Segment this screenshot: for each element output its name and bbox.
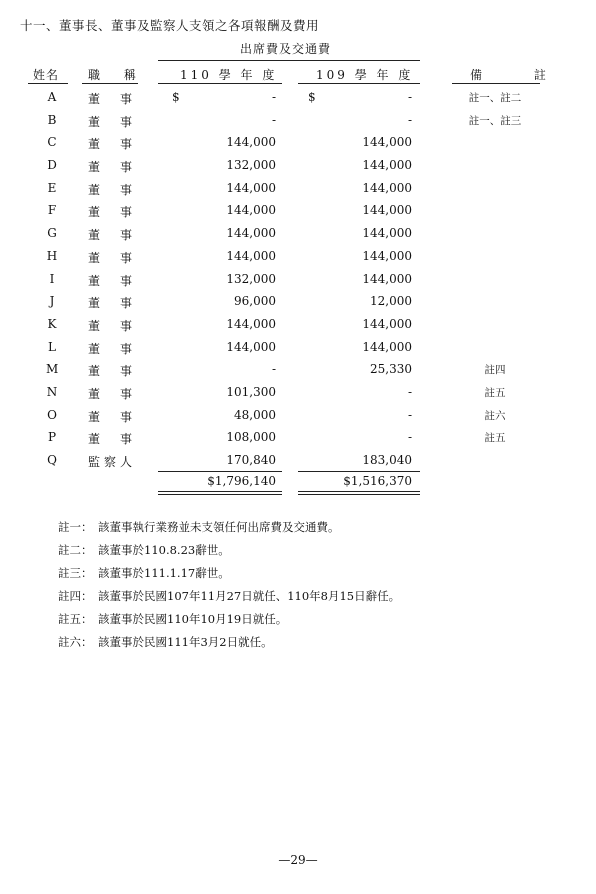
row-name: D [47,158,57,173]
row-amount-109: 183,040 [362,453,412,467]
col-header-year109: 109 學 年 度 [316,68,414,82]
row-title: 董事 [88,273,132,288]
row-title: 董事 [88,182,132,197]
row-name: E [47,180,57,195]
row-name: G [47,226,57,241]
row-amount-110: 132,000 [226,158,276,173]
row-amount-110: 48,000 [234,407,276,422]
row-amount-110: - [271,362,276,377]
footnote-text: 該董事於民國107年11月27日就任、110年8月15日辭任。 [98,589,401,603]
total-year110: $1,796,140 [207,474,276,488]
row-remark: 註五 [484,432,506,445]
row-name: L [48,339,56,354]
footnote [58,562,400,585]
row-title: 董事 [88,318,132,333]
subtotal-rule-110 [158,471,282,472]
row-title: 董事 [88,92,132,106]
row-amount-110: 144,000 [226,203,276,218]
row-amount-110: 144,000 [226,180,276,195]
row-remark: 註一、註二 [468,92,522,104]
row-name: K [47,316,57,331]
row-amount-109: - [407,430,412,445]
footnote-text: 該董事執行業務並未支領任何出席費及交通費。 [98,520,340,534]
col-header-name: 姓名 [33,68,60,82]
row-name: C [47,135,57,150]
row-amount-109: 144,000 [362,226,412,241]
row-name: F [47,203,57,218]
row-amount-109: 144,000 [362,339,412,354]
row-title: 董事 [88,205,132,220]
row-amount-109: - [407,112,412,127]
row-title: 董事 [88,114,132,129]
table-row [0,270,596,293]
row-remark: 註六 [484,409,506,422]
footnote-label: 註四： [58,589,93,603]
header-rule-remark [452,83,540,84]
row-name: O [47,407,57,422]
row-title: 董事 [88,137,132,152]
row-amount-110: 108,000 [226,430,276,445]
row-amount-110: 144,000 [226,248,276,263]
row-amount-109: 144,000 [362,180,412,195]
footnote-label: 註三： [58,566,93,580]
row-name: I [49,271,55,286]
currency-symbol-109: $ [308,90,316,104]
row-title: 董事 [88,364,132,379]
group-header-rule [158,60,420,61]
row-amount-110: 144,000 [226,135,276,150]
table-row [0,111,596,134]
page-number: —29— [278,853,318,867]
total-double-rule-110b [158,494,282,495]
row-remark: 註五 [484,386,506,399]
group-header: 出席費及交通費 [240,42,332,56]
row-amount-110: 101,300 [226,384,276,399]
table-row [0,88,596,111]
row-amount-109: 25,330 [370,362,412,377]
footnotes [58,516,400,654]
row-title: 董事 [88,160,132,175]
table-row [0,133,596,156]
row-title: 董事 [88,341,132,356]
section-title: 十一、董事長、董事及監察人支領之各項報酬及費用 [20,18,320,33]
total-double-rule-109b [298,494,420,495]
row-amount-109: 144,000 [362,271,412,286]
row-title: 董事 [88,250,132,265]
footnote [58,631,400,654]
row-title: 董事 [88,386,132,401]
table-row [0,224,596,247]
row-amount-110: 170,840 [226,453,276,467]
table-row [0,201,596,224]
subtotal-rule-109 [298,471,420,472]
row-name: J [49,294,55,309]
row-amount-109: - [407,90,412,104]
footnote-text: 該董事於110.8.23辭世。 [98,543,230,557]
table-row [0,338,596,361]
col-header-title: 職 稱 [88,68,146,82]
col-header-remark: 備 註 [470,68,570,82]
row-amount-109: 144,000 [362,203,412,218]
footnote-text: 該董事於民國110年10月19日就任。 [98,612,288,626]
row-amount-110: - [271,112,276,127]
total-year109: $1,516,370 [343,474,412,488]
row-name: N [46,384,58,399]
row-amount-110: 96,000 [234,294,276,309]
row-remark: 註四 [484,364,506,377]
table-row [0,292,596,315]
row-name: M [46,362,59,377]
row-remark: 註一、註三 [468,114,522,127]
row-amount-110: 144,000 [226,316,276,331]
row-amount-109: 144,000 [362,158,412,173]
header-rule-title [82,83,138,84]
row-name: A [47,90,57,104]
table-row [0,383,596,406]
row-amount-110: 144,000 [226,226,276,241]
row-title: 董事 [88,409,132,424]
header-rule-name [28,83,68,84]
footnote [58,608,400,631]
total-double-rule-110a [158,491,282,492]
row-amount-109: 144,000 [362,316,412,331]
row-name: Q [47,453,57,467]
row-name: H [46,248,58,263]
row-amount-110: 132,000 [226,271,276,286]
footnote-text: 該董事於111.1.17辭世。 [98,566,230,580]
row-title: 監察人 [88,455,132,469]
row-amount-109: - [407,384,412,399]
row-title: 董事 [88,228,132,243]
compensation-table [0,88,596,474]
row-amount-109: 144,000 [362,248,412,263]
footnote-text: 該董事於民國111年3月2日就任。 [98,635,273,649]
footnote-label: 註二： [58,543,93,557]
table-row [0,428,596,451]
footnote [58,539,400,562]
row-amount-110: - [271,90,276,104]
footnote [58,585,400,608]
col-header-year110: 110 學 年 度 [180,68,278,82]
header-rule-year109 [298,83,420,84]
footnote-label: 註一： [58,520,93,534]
total-double-rule-109a [298,491,420,492]
row-name: B [47,112,57,127]
currency-symbol-110: $ [172,90,180,104]
table-row [0,315,596,338]
row-amount-109: 12,000 [370,294,412,309]
table-row [0,156,596,179]
row-amount-109: - [407,407,412,422]
row-name: P [47,430,57,445]
row-amount-109: 144,000 [362,135,412,150]
header-rule-year110 [158,83,282,84]
footnote [58,516,400,539]
row-amount-110: 144,000 [226,339,276,354]
table-row [0,179,596,202]
table-row [0,360,596,383]
table-row [0,247,596,270]
footnote-label: 註六： [58,635,93,649]
row-title: 董事 [88,296,132,311]
footnote-label: 註五： [58,612,93,626]
table-row [0,406,596,429]
row-title: 董事 [88,432,132,447]
